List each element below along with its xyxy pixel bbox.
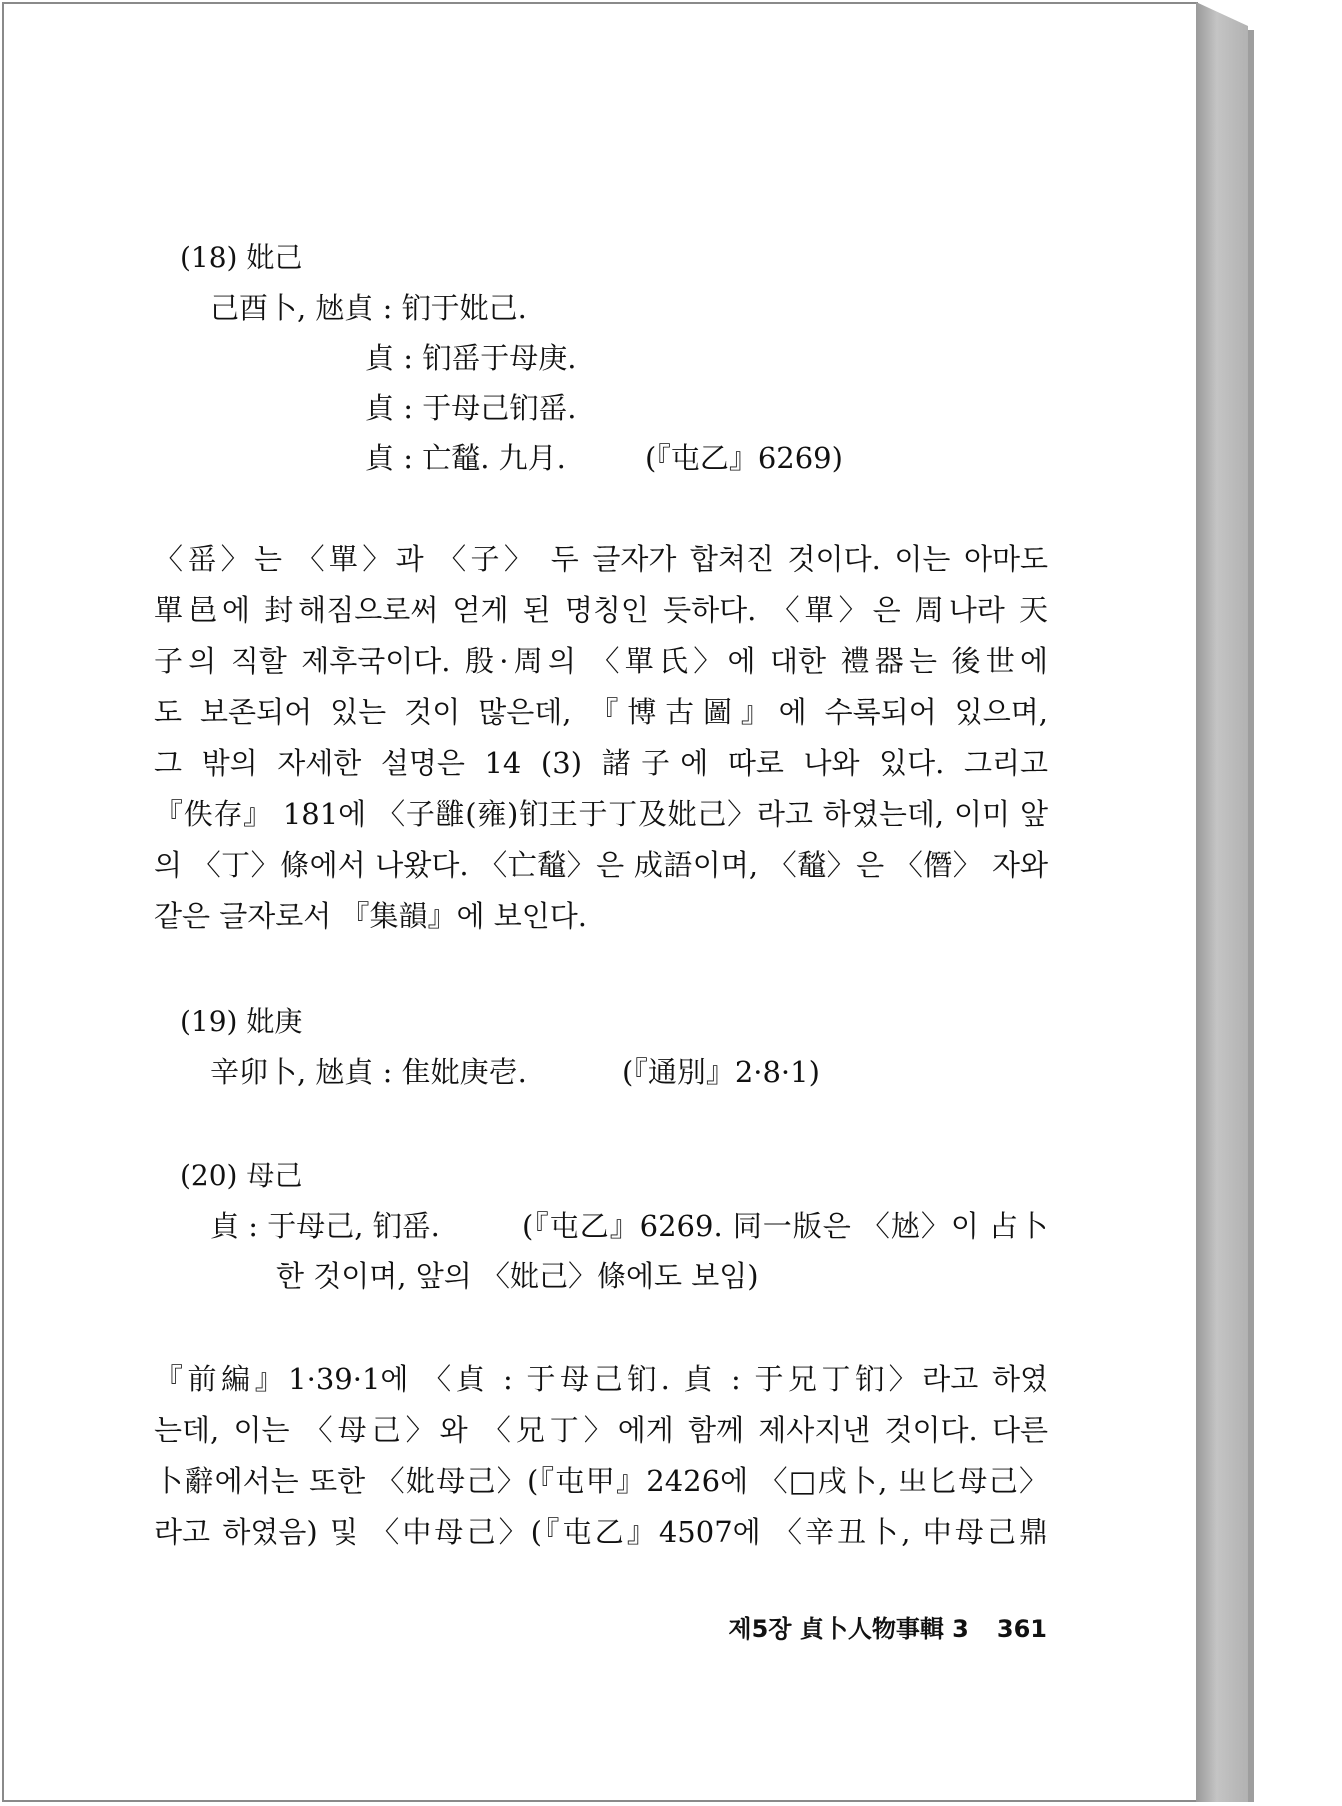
example-18-source: (『屯乙』6269) (645, 441, 843, 475)
paragraph-1-line-7: 의 〈丁〉條에서 나왔다. 〈亡䵸〉은 成語이며, 〈䵸〉은 〈僭〉 자와 (154, 848, 1048, 882)
chapter-title: 제5장 貞卜人物事輯 3 (728, 1615, 969, 1643)
paragraph-1-line-8: 같은 글자로서 『集韻』에 보인다. (154, 899, 588, 933)
page-content (4, 4, 1200, 1804)
paragraph-1-line-4: 도 보존되어 있는 것이 많은데, 『博古圖』에 수록되어 있으며, (154, 695, 1048, 729)
example-19-line-1: 辛卯卜, 㝽貞 : 隹妣庚壱. (210, 1055, 527, 1089)
book-spine (1196, 2, 1248, 1802)
book-page (2, 2, 1198, 1802)
example-18-line-4: 貞 : 亡䵸. 九月. (365, 441, 566, 475)
example-18-line-1: 己酉卜, 㝽貞 : 钔于妣己. (210, 291, 527, 325)
paragraph-1-line-5: 그 밖의 자세한 설명은 14 (3) 諸子에 따로 나와 있다. 그리고 (154, 746, 1048, 780)
example-18-line-3: 貞 : 于母己钔䍃. (365, 391, 577, 425)
paragraph-1-line-3: 子의 직할 제후국이다. 殷·周의 〈單氏〉에 대한 禮器는 後世에 (154, 644, 1048, 678)
paragraph-2-line-1: 『前編』1·39·1에 〈貞 : 于母己钔. 貞 : 于兄丁钔〉라고 하였 (154, 1362, 1048, 1396)
page-number: 361 (996, 1615, 1047, 1643)
example-18-heading: (18) 妣己 (180, 241, 303, 274)
paragraph-1-line-6: 『佚存』 181에 〈子雝(雍)钔王于丁及妣己〉라고 하였는데, 이미 앞 (154, 797, 1048, 831)
example-19-source: (『通別』2·8·1) (622, 1055, 820, 1089)
example-19-heading: (19) 妣庚 (180, 1005, 303, 1038)
running-footer (728, 1609, 1047, 1644)
example-18-line-2: 貞 : 钔䍃于母庚. (365, 341, 577, 375)
example-20-line-1: 貞 : 于母己, 钔䍃. (210, 1209, 440, 1243)
example-20-heading: (20) 母己 (180, 1159, 303, 1192)
paragraph-1-line-2: 單邑에 封해짐으로써 얻게 된 명칭인 듯하다. 〈單〉은 周나라 天 (154, 593, 1048, 627)
example-20-line-2: 한 것이며, 앞의 〈妣己〉條에도 보임) (276, 1259, 759, 1293)
paragraph-2-line-2: 는데, 이는 〈母己〉와 〈兄丁〉에게 함께 제사지낸 것이다. 다른 (154, 1413, 1048, 1447)
paragraph-1-line-1: 〈䍃〉는 〈單〉과 〈子〉 두 글자가 합쳐진 것이다. 이는 아마도 (154, 542, 1048, 576)
paragraph-2-line-3: 卜辭에서는 또한 〈妣母己〉(『屯甲』2426에 〈□戌卜, 㞢匕母己〉 (154, 1464, 1048, 1498)
book-spine-shadow (1248, 30, 1254, 1802)
example-20-source: (『屯乙』6269. 同一版은 〈㝽〉이 占卜 (522, 1209, 1048, 1243)
paragraph-2-line-4: 라고 하였음) 및 〈中母己〉(『屯乙』4507에 〈辛丑卜, 中母己鼎 (154, 1515, 1048, 1549)
